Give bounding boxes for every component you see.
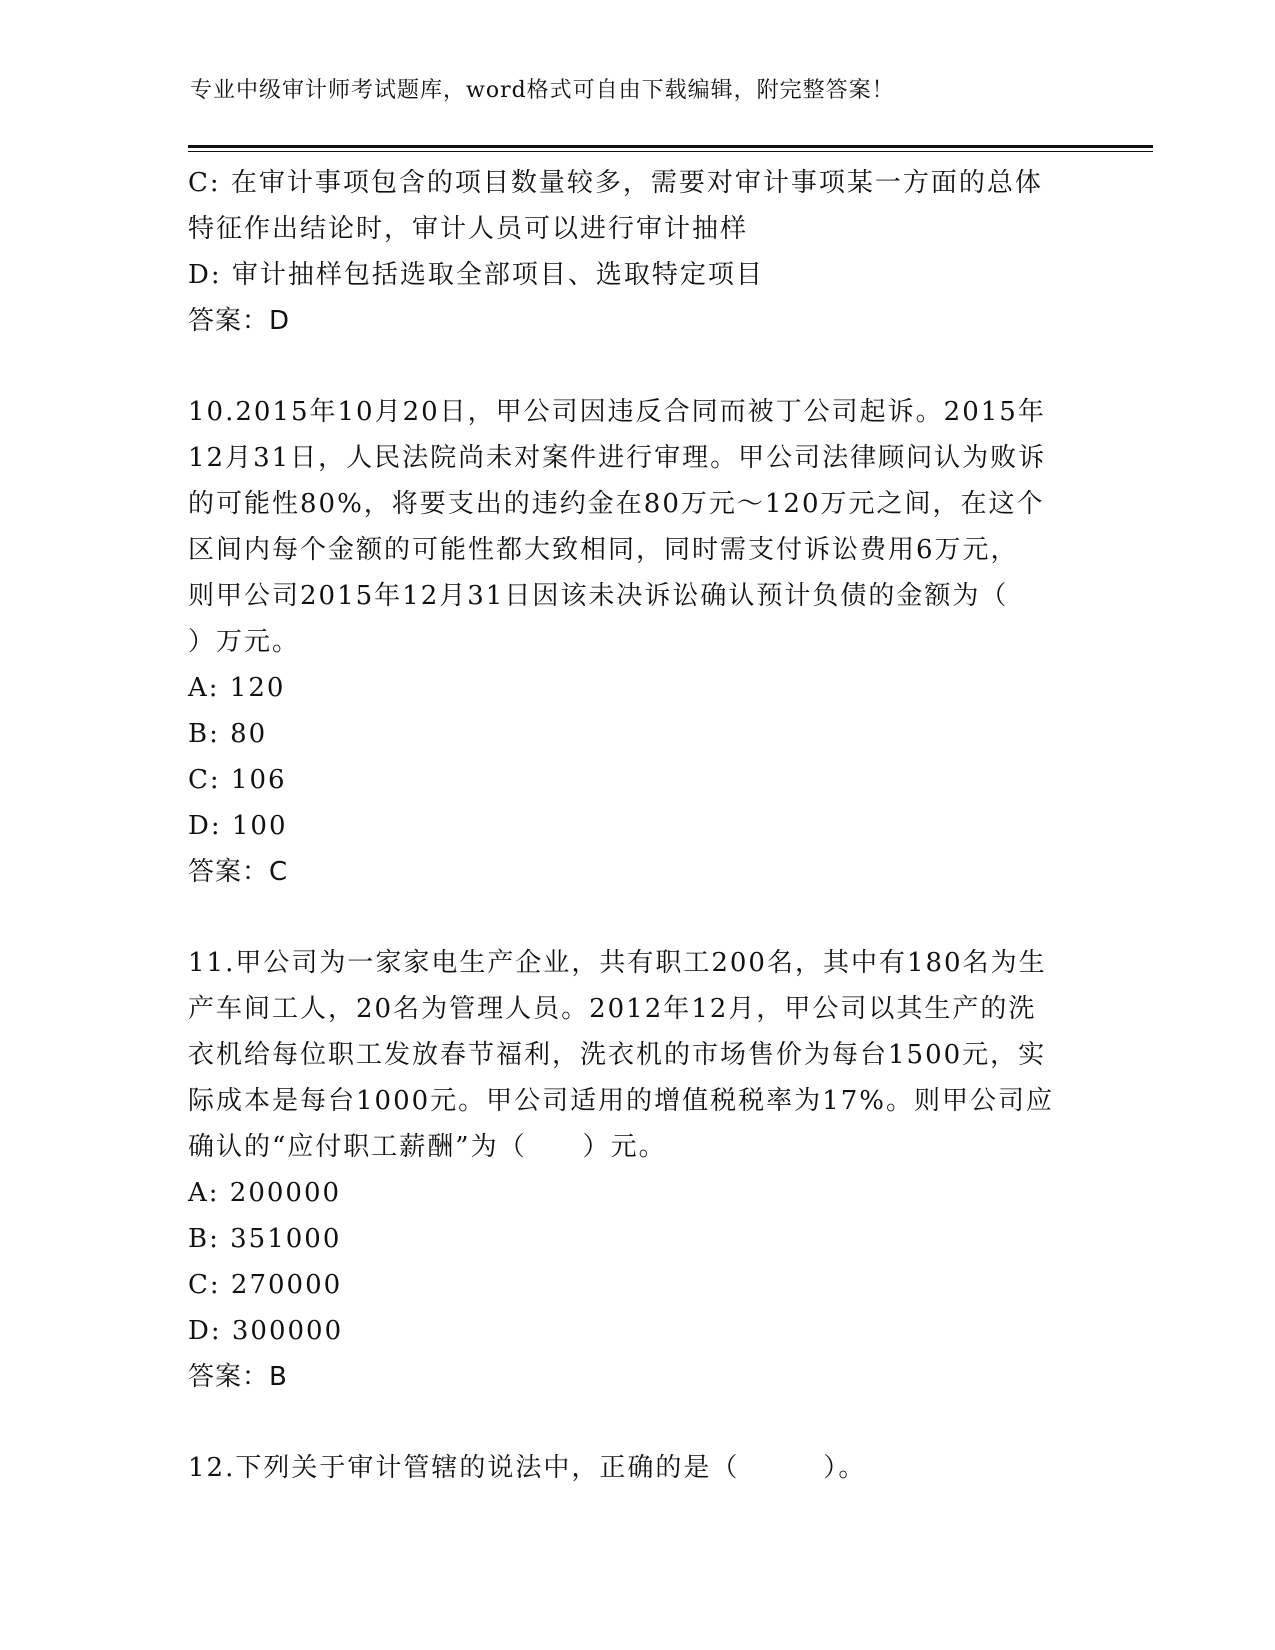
header-rule-thin (188, 151, 1153, 152)
page-header: 专业中级审计师考试题库，word格式可自由下载编辑，附完整答案！ (190, 78, 895, 103)
option-c: C: 106 (188, 765, 287, 795)
option-c-line-1: C: 在审计事项包含的项目数量较多，需要对审计事项某一方面的总体 (188, 168, 1043, 198)
answer: 答案：D (188, 306, 291, 336)
question-stem-line: 的可能性80%，将要支出的违约金在80万元～120万元之间，在这个 (188, 489, 1045, 519)
spacer (188, 344, 1088, 389)
answer: 答案：B (188, 1362, 288, 1392)
answer: 答案：C (188, 857, 289, 887)
question-stem-line: ）万元。 (188, 627, 301, 657)
question-stem-line: 则甲公司2015年12月31日因该未决诉讼确认预计负债的金额为（ (188, 581, 1009, 611)
question-stem-line: 区间内每个金额的可能性都大致相同，同时需支付诉讼费用6万元， (188, 535, 1019, 565)
option-d: D: 100 (188, 811, 288, 841)
header-rule-thick (188, 145, 1153, 148)
question-stem-line: 产车间工人，20名为管理人员。2012年12月，甲公司以其生产的洗 (188, 994, 1037, 1024)
question-9-tail (188, 160, 1088, 344)
option-c: C: 270000 (188, 1270, 343, 1300)
question-stem-line: 10.2015年10月20日，甲公司因违反合同而被丁公司起诉。2015年 (188, 397, 1046, 427)
question-stem-line: 11.甲公司为一家家电生产企业，共有职工200名，其中有180名为生 (188, 948, 1047, 978)
question-12 (188, 1445, 1088, 1491)
question-stem-line: 12月31日，人民法院尚未对案件进行审理。甲公司法律顾问认为败诉 (188, 443, 1047, 473)
content-body (188, 160, 1088, 1491)
option-d: D: 300000 (188, 1316, 344, 1346)
question-11 (188, 940, 1088, 1400)
question-stem-line: 衣机给每位职工发放春节福利，洗衣机的市场售价为每台1500元，实 (188, 1040, 1047, 1070)
option-b: B: 80 (188, 719, 268, 749)
option-b: B: 351000 (188, 1224, 342, 1254)
question-10 (188, 389, 1088, 895)
spacer (188, 895, 1088, 940)
option-a: A: 200000 (188, 1178, 342, 1208)
option-d: D: 审计抽样包括选取全部项目、选取特定项目 (188, 260, 764, 290)
question-stem-line: 12.下列关于审计管辖的说法中，正确的是（ ）。 (188, 1453, 867, 1483)
option-a: A: 120 (188, 673, 286, 703)
spacer (188, 1400, 1088, 1445)
option-c-line-2: 特征作出结论时，审计人员可以进行审计抽样 (188, 214, 749, 244)
question-stem-line: 确认的“应付职工薪酬”为（ ）元。 (188, 1132, 667, 1162)
question-stem-line: 际成本是每台1000元。甲公司适用的增值税税率为17%。则甲公司应 (188, 1086, 1054, 1116)
